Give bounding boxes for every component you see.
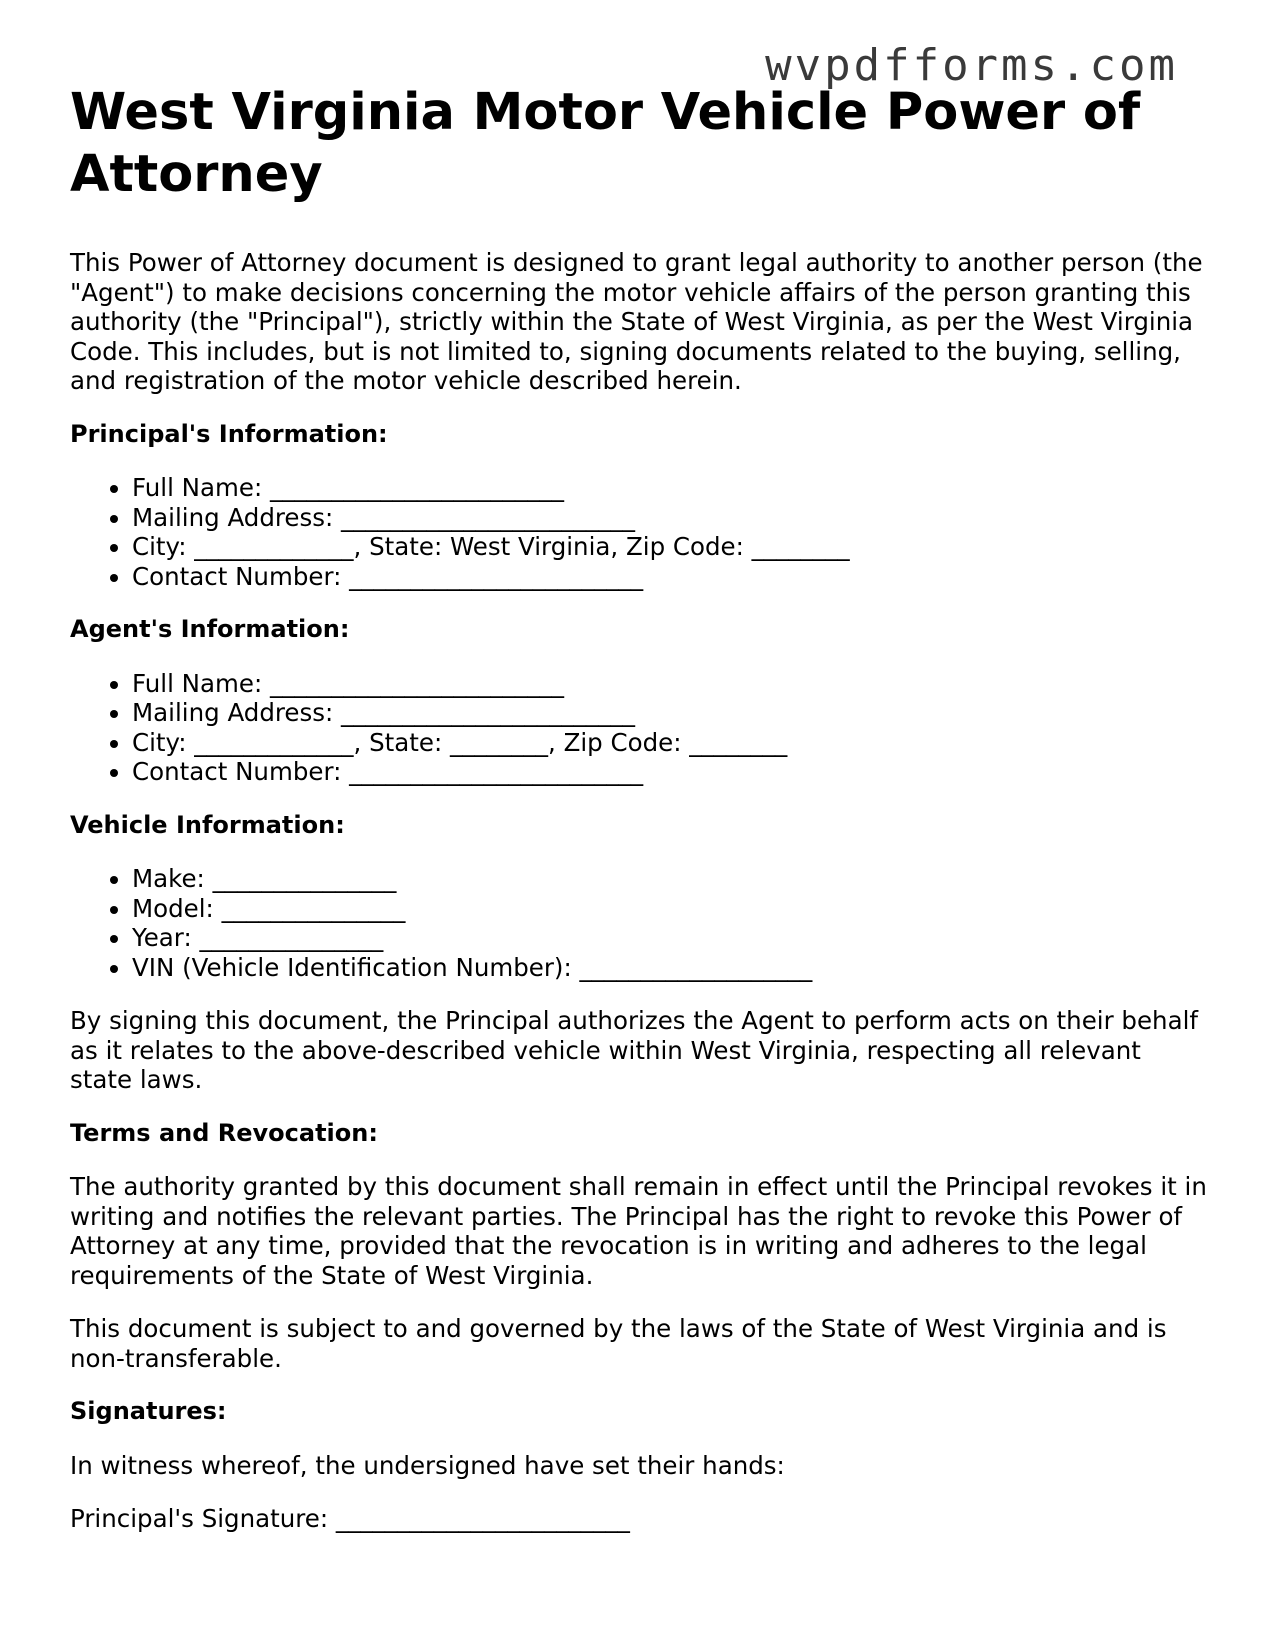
principal-info-heading: Principal's Information: [70,419,388,448]
principal-mailing-address-field: • Mailing Address: ________________________ [132,503,1210,533]
intro-paragraph: This Power of Attorney document is designed to grant legal authority to another person (the "Agent") to make decisions concerning the motor vehicle affairs of the person granting this authority (the "Principal"), strictly within the State of West Virginia, as per the West Virginia Code. This includes, but is not limited to, signing documents related to the buying, selling, and registration of the motor vehicle described herein. [70,248,1203,395]
vehicle-make-field: • Make: _______________ [132,864,1210,894]
principal-full-name-field: • Full Name: ________________________ [132,473,1210,503]
principal-contact-number-field: • Contact Number: ________________________ [132,562,1210,592]
witness-statement: In witness whereof, the undersigned have set their hands: [70,1450,785,1480]
agent-info-heading: Agent's Information: [70,615,350,643]
authorization-paragraph: By signing this document, the Principal authorizes the Agent to perform acts on their behalf as it relates to the above-described vehicle within West Virginia, respecting all relevant state laws. [70,1006,1199,1094]
governing-law-paragraph: This document is subject to and governed by the laws of the State of West Virginia and is non-transferable. [70,1314,1167,1373]
principal-info-list [70,473,1210,591]
principal-signature-line: Principal's Signature: ________________________ [70,1504,630,1533]
vehicle-year-field: • Year: _______________ [132,923,1210,953]
agent-full-name-field: • Full Name: ________________________ [132,669,1210,699]
terms-heading: Terms and Revocation: [70,1118,378,1147]
agent-city-state-zip-field: • City: _____________, State: ________, Zip Code: ________ [132,728,1210,758]
vehicle-info-list [70,864,1210,982]
vehicle-info-heading: Vehicle Information: [70,810,345,839]
watermark: wvpdfforms.com [765,40,1178,91]
document-title: West Virginia Motor Vehicle Power of Attorney [70,83,1141,204]
agent-mailing-address-field: • Mailing Address: ________________________ [132,698,1210,728]
agent-info-list [70,669,1210,787]
vehicle-model-field: • Model: _______________ [132,894,1210,924]
agent-contact-number-field: • Contact Number: ________________________ [132,757,1210,787]
signatures-heading: Signatures: [70,1397,227,1425]
principal-city-state-zip-field: • City: _____________, State: West Virginia, Zip Code: ________ [132,532,1210,562]
vehicle-vin-field: • VIN (Vehicle Identification Number): ___________________ [132,953,1210,983]
document-page [70,82,1210,1534]
terms-paragraph: The authority granted by this document shall remain in effect until the Principal revokes it in writing and notifies the relevant parties. The Principal has the right to revoke this Power of Attorney at any time, provided that the revocation is in writing and adheres to the legal requirements of the State of West Virginia. [70,1172,1207,1290]
